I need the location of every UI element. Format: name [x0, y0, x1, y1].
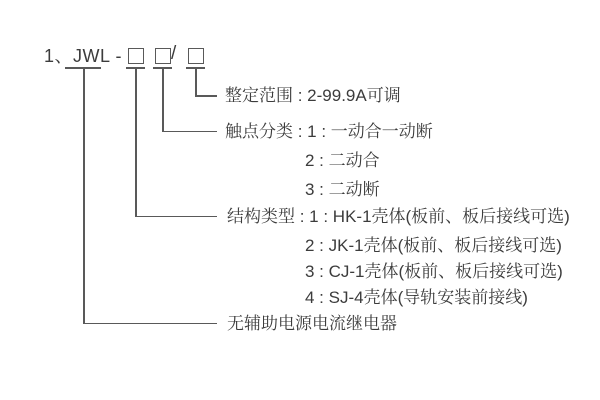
callout-structure-type-4: 4 : SJ-4壳体(导轨安装前接线): [305, 288, 528, 307]
model-code: JWL: [73, 46, 111, 66]
contact-class-digit-box: [155, 48, 171, 64]
callout-structure-type-3: 3 : CJ-1壳体(板前、板后接线可选): [305, 262, 563, 281]
list-index: 1、: [44, 46, 74, 66]
contact-connector-vertical: [162, 67, 164, 132]
product-name-connector-horizontal: [83, 323, 217, 325]
range-connector-vertical: [195, 67, 197, 96]
setting-range-digit-box: [188, 48, 204, 64]
slash-separator: /: [171, 43, 177, 64]
callout-structure-type-1: 结构类型 : 1 : HK-1壳体(板前、板后接线可选): [227, 207, 570, 226]
callout-setting-range: 整定范围 : 2-99.9A可调: [225, 86, 401, 105]
contact-connector-horizontal: [162, 131, 217, 133]
dash-separator: -: [115, 46, 123, 66]
callout-product-name: 无辅助电源电流继电器: [227, 314, 397, 333]
callout-contact-class-2: 2 : 二动合: [305, 151, 380, 170]
model-title: [44, 42, 122, 68]
structure-connector-vertical: [135, 67, 137, 217]
callout-contact-class-3: 3 : 二动断: [305, 180, 380, 199]
range-connector-horizontal: [195, 95, 217, 97]
structure-type-digit-box: [128, 48, 144, 64]
product-name-connector-vertical: [83, 67, 85, 324]
callout-structure-type-2: 2 : JK-1壳体(板前、板后接线可选): [305, 236, 562, 255]
callout-contact-class-1: 触点分类 : 1 : 一动合一动断: [225, 122, 433, 141]
structure-connector-horizontal: [135, 216, 217, 218]
